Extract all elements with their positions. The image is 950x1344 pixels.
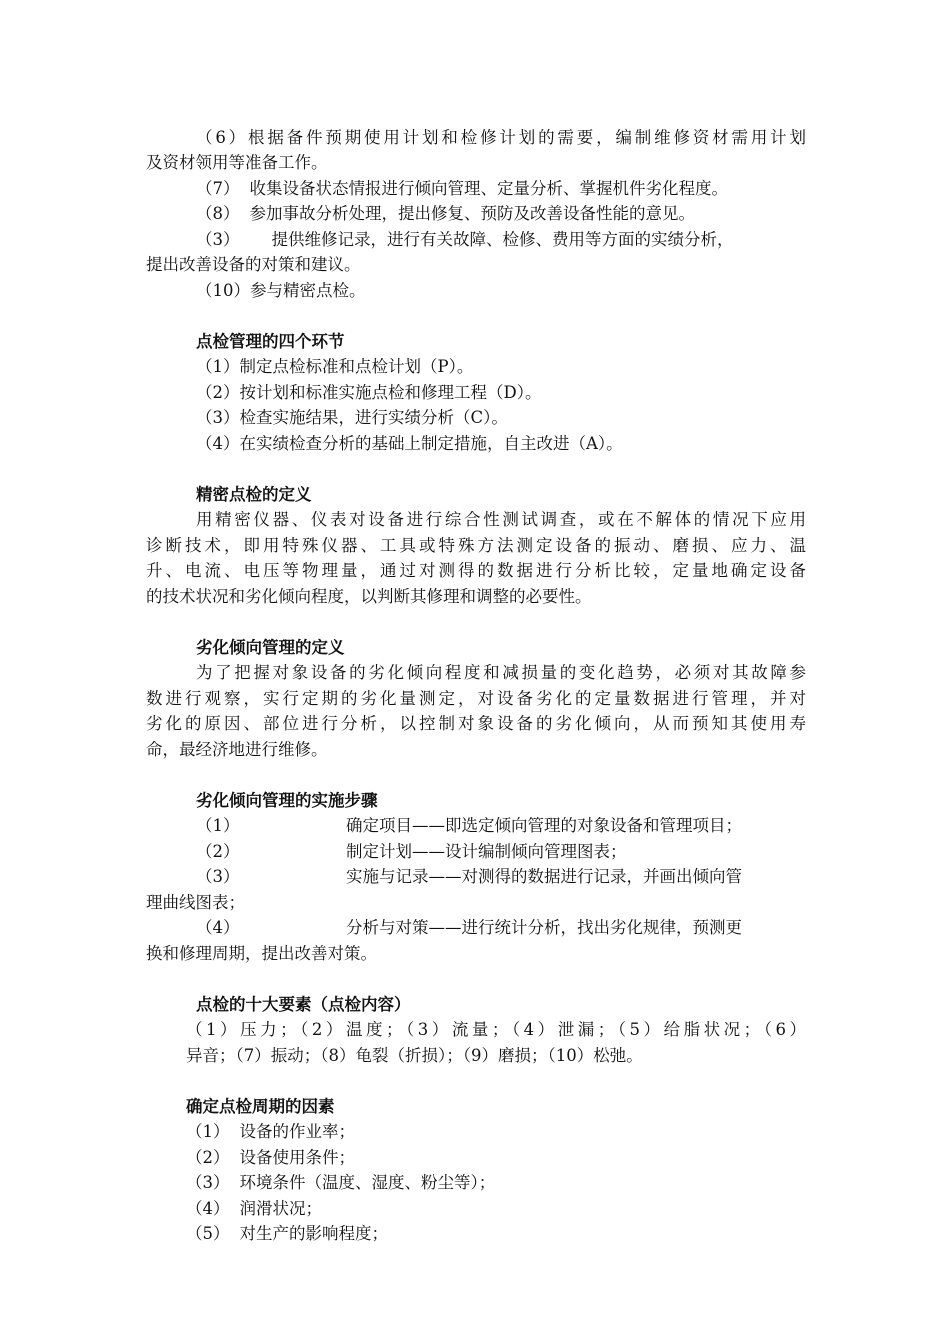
trend-step-1 <box>196 814 742 838</box>
item-number: （2） <box>186 1148 230 1167</box>
trend-step-4-line2: 换和修理周期，提出改善对策。 <box>146 944 377 963</box>
item-number: （7） <box>196 179 240 198</box>
section-heading-trend-steps: 劣化倾向管理的实施步骤 <box>196 791 378 810</box>
elements-line-2: 异音；（7）振动；（8）龟裂（折损）；（9）磨损；（10）松弛。 <box>186 1046 643 1065</box>
precision-line-2: 诊断技术，即用特殊仪器、工具或特殊方法测定设备的振动、磨损、应力、温 <box>146 536 806 555</box>
cycle-item-3 <box>186 1171 495 1195</box>
cycle-item-1 <box>186 1120 355 1144</box>
precision-line-4: 的技术状况和劣化倾向程度，以判断其修理和调整的必要性。 <box>146 587 592 606</box>
trend-step-2 <box>196 840 627 864</box>
item-number: （3） <box>186 1173 230 1192</box>
pdca-item-1: （1）制定点检标准和点检计划（P）。 <box>196 357 474 376</box>
intro-item-6-line1: （6）根据备件预期使用计划和检修计划的需要，编制维修资材需用计划 <box>196 128 806 147</box>
intro-item-3 <box>196 228 806 252</box>
item-text: 对生产的影响程度； <box>239 1224 388 1243</box>
item-text: 参加事故分析处理，提出修复、预防及改善设备性能的意见。 <box>249 204 695 223</box>
item-text: 提供维修记录，进行有关故障、检修、费用等方面的实绩分析， <box>271 230 734 249</box>
trend-step-3-line2: 理曲线图表； <box>146 893 245 912</box>
trend-def-line-2: 数进行观察，实行定期的劣化量测定，对设备劣化的定量数据进行管理，并对 <box>146 689 806 708</box>
cycle-item-4 <box>186 1197 322 1221</box>
intro-item-8 <box>196 202 695 226</box>
item-number: （4） <box>186 1199 230 1218</box>
item-text: 设备使用条件； <box>239 1148 355 1167</box>
item-number: （3） <box>196 230 240 249</box>
elements-line-1: （1）压力；（2）温度；（3）流量；（4）泄漏；（5）给脂状况；（6） <box>186 1020 806 1039</box>
item-number: （5） <box>186 1224 230 1243</box>
item-text: 收集设备状态情报进行倾向管理、定量分析、掌握机件劣化程度。 <box>249 179 728 198</box>
trend-def-line-3: 劣化的原因、部位进行分析，以控制对象设备的劣化倾向，从而预知其使用寿 <box>146 714 806 733</box>
trend-step-3 <box>196 865 742 889</box>
precision-line-1: 用精密仪器、仪表对设备进行综合性测试调查，或在不解体的情况下应用 <box>196 510 806 529</box>
item-number: （2） <box>196 842 240 861</box>
section-heading-cycle: 确定点检周期的因素 <box>186 1097 335 1116</box>
item-text: 确定项目——即选定倾向管理的对象设备和管理项目； <box>346 816 742 835</box>
item-number: （8） <box>196 204 240 223</box>
trend-def-line-4: 命，最经济地进行维修。 <box>146 740 328 759</box>
trend-step-4 <box>196 916 742 940</box>
intro-item-10: （10）参与精密点检。 <box>196 281 366 300</box>
cycle-item-2 <box>186 1146 355 1170</box>
intro-item-7 <box>196 177 728 201</box>
section-heading-pdca: 点检管理的四个环节 <box>196 332 345 351</box>
item-number: （3） <box>196 867 240 886</box>
item-number: （4） <box>196 918 240 937</box>
pdca-item-3: （3）检查实施结果，进行实绩分析（C）。 <box>196 408 508 427</box>
section-heading-trend-def: 劣化倾向管理的定义 <box>196 638 345 657</box>
section-heading-elements: 点检的十大要素（点检内容） <box>196 995 411 1014</box>
intro-item-6-line2: 及资材领用等准备工作。 <box>146 153 328 172</box>
item-number: （1） <box>186 1122 230 1141</box>
item-number: （1） <box>196 816 240 835</box>
cycle-item-5 <box>186 1222 388 1246</box>
section-heading-precision: 精密点检的定义 <box>196 485 312 504</box>
item-text: 设备的作业率； <box>239 1122 355 1141</box>
item-text: 润滑状况； <box>239 1199 322 1218</box>
item-text: 环境条件（温度、湿度、粉尘等）； <box>239 1173 496 1192</box>
item-text: 实施与记录——对测得的数据进行记录，并画出倾向管 <box>346 867 742 886</box>
pdca-item-4: （4）在实绩检查分析的基础上制定措施，自主改进（A）。 <box>196 434 623 453</box>
intro-item-3-line2: 提出改善设备的对策和建议。 <box>146 255 361 274</box>
item-text: 制定计划——设计编制倾向管理图表； <box>346 842 627 861</box>
trend-def-line-1: 为了把握对象设备的劣化倾向程度和减损量的变化趋势，必须对其故障参 <box>196 663 806 682</box>
precision-line-3: 升、电流、电压等物理量，通过对测得的数据进行分析比较，定量地确定设备 <box>146 561 806 580</box>
item-text: 分析与对策——进行统计分析，找出劣化规律，预测更 <box>346 918 742 937</box>
pdca-item-2: （2）按计划和标准实施点检和修理工程（D）。 <box>196 383 542 402</box>
